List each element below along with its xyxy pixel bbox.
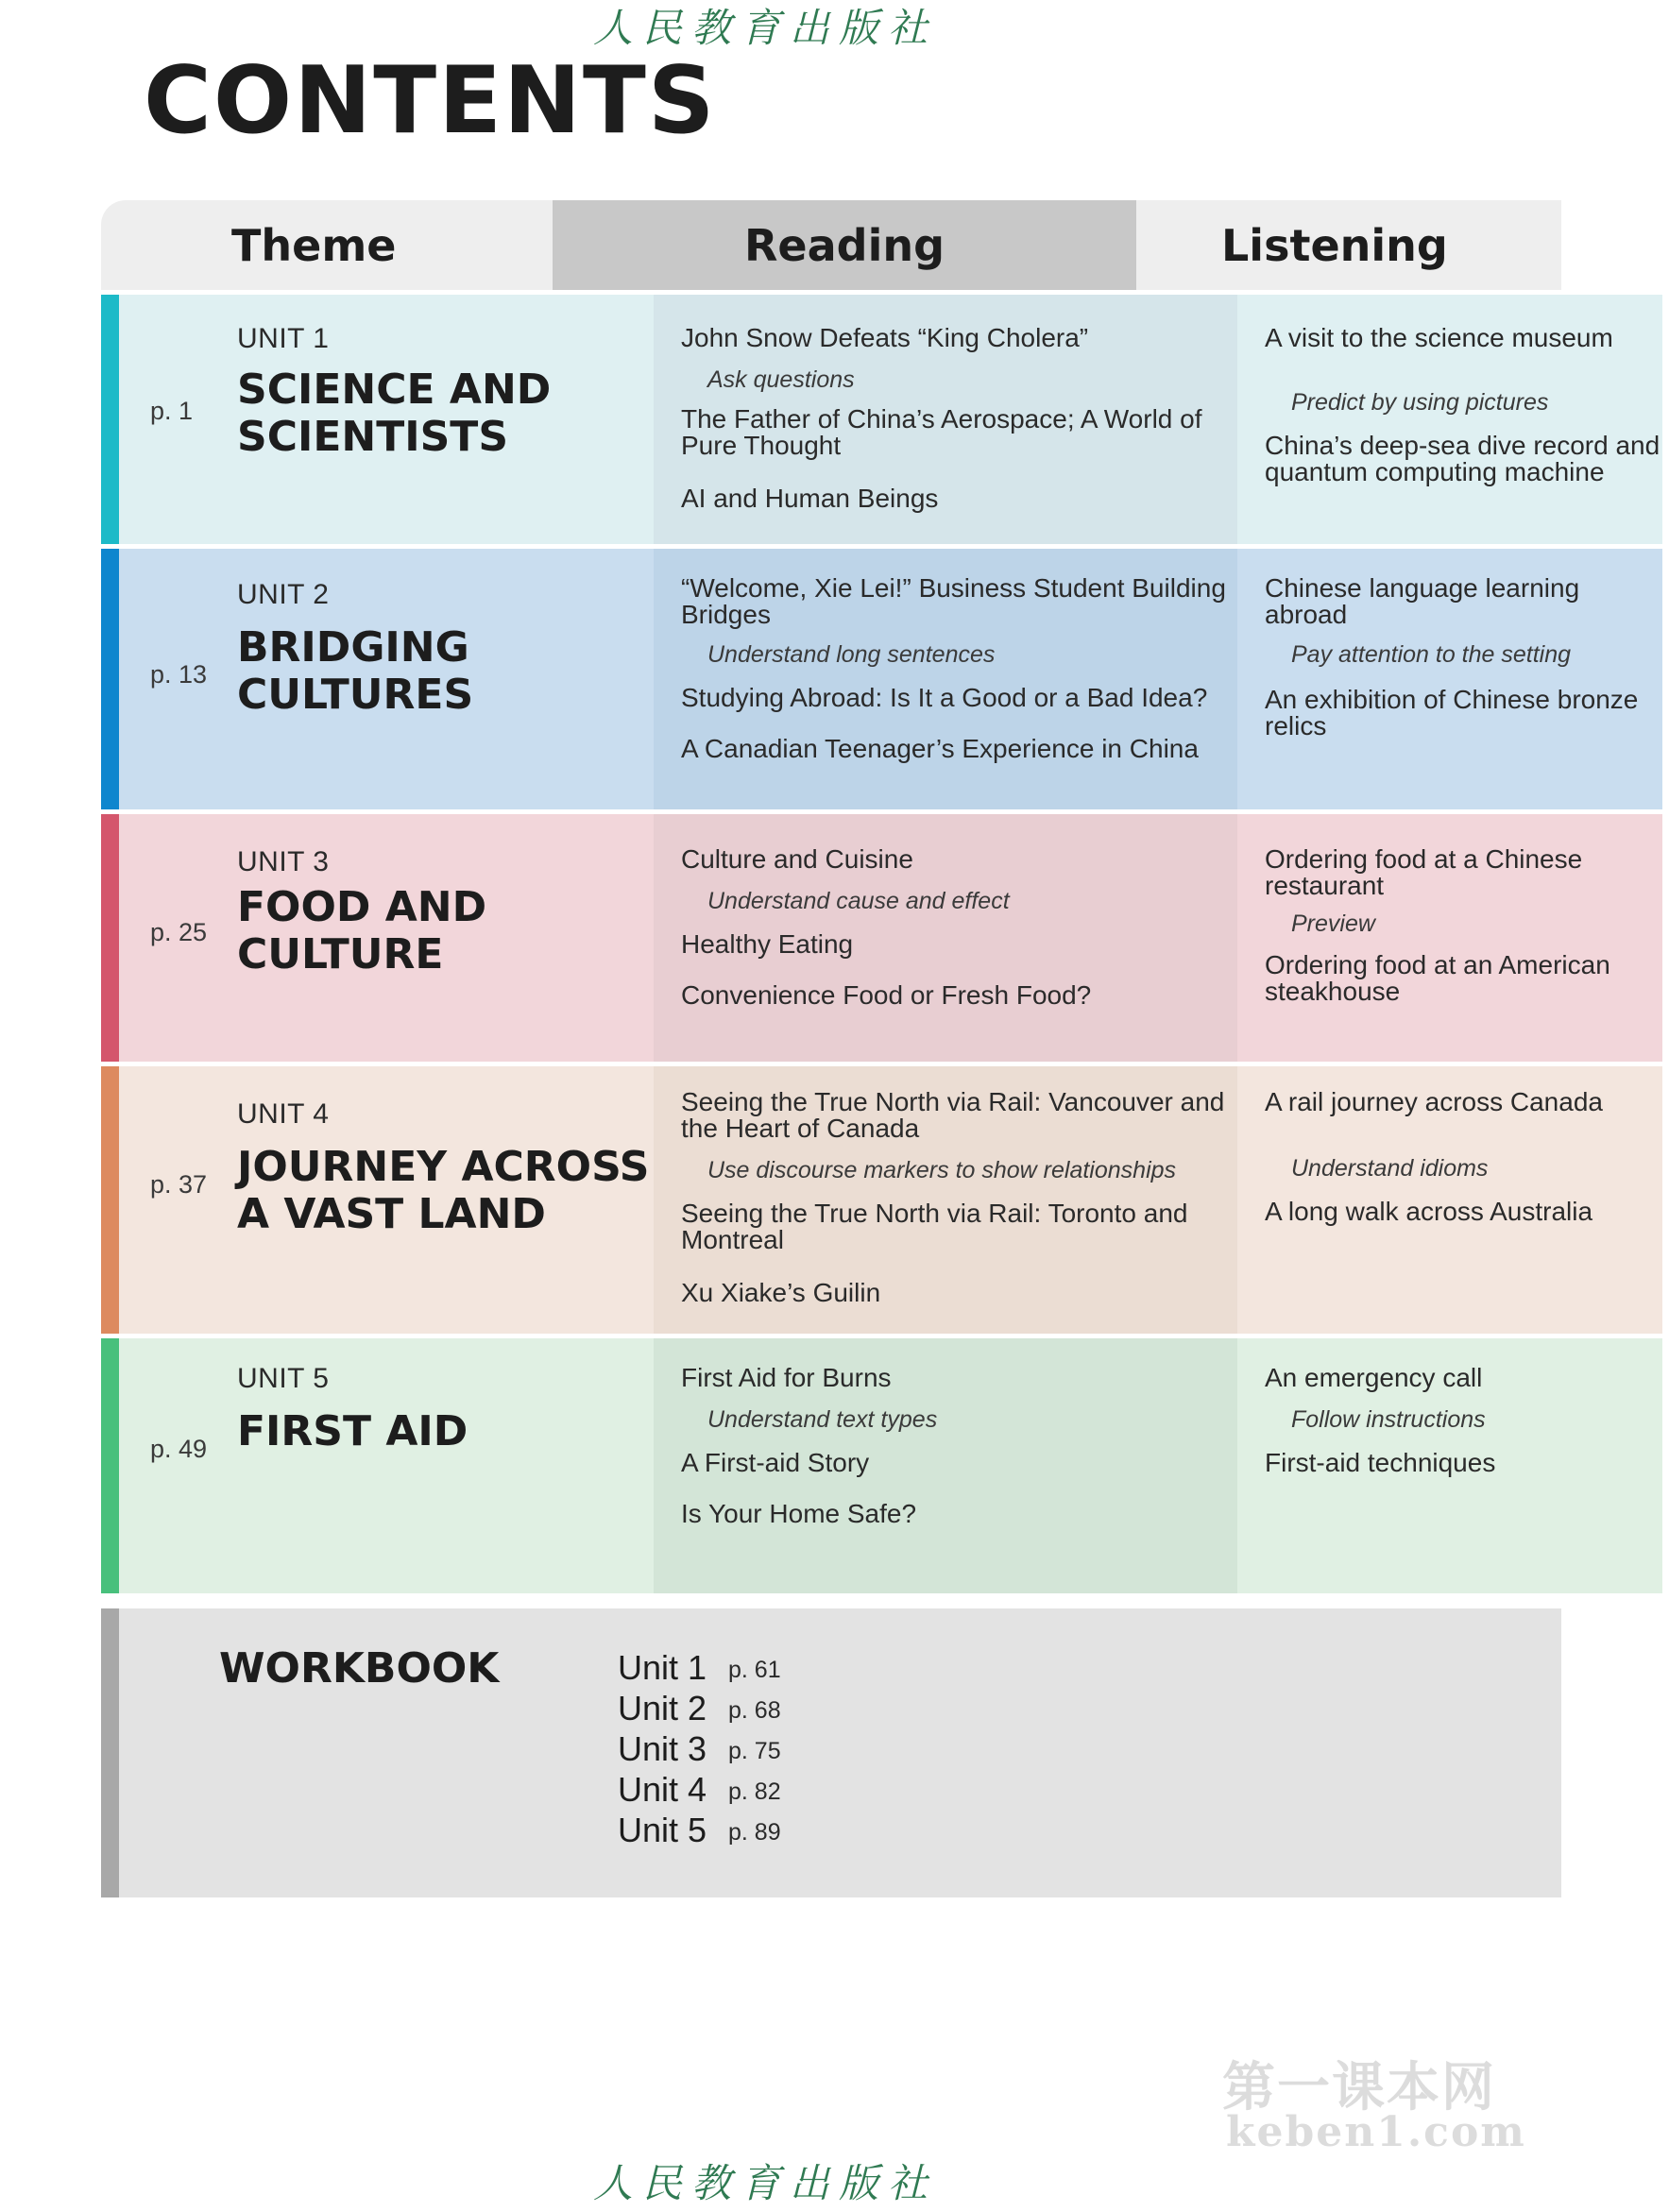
unit-1-listening-item-1[interactable]: A visit to the science museum <box>1265 323 1613 352</box>
unit-5-listening-item-1[interactable]: An emergency call <box>1265 1363 1483 1392</box>
unit-2-color-bar <box>101 549 119 809</box>
publisher-seal-top: 人民教育出版社 <box>593 5 938 51</box>
workbook-title: WORKBOOK <box>219 1644 500 1693</box>
unit-row-3 <box>101 814 1610 1062</box>
publisher-seal-bottom: 人民教育出版社 <box>593 2160 938 2206</box>
unit-2-page: p. 13 <box>150 660 208 689</box>
workbook-unit-1-page: p. 61 <box>728 1657 781 1683</box>
unit-3-reading-item-1[interactable]: Culture and Cuisine <box>681 844 913 874</box>
unit-1-listening-item-2[interactable]: China’s deep-sea dive record and quantum computing machine <box>1265 431 1660 486</box>
header-reading <box>553 200 1136 290</box>
unit-row-2 <box>101 549 1639 809</box>
unit-1-page: p. 1 <box>150 397 194 425</box>
unit-4-color-bar <box>101 1066 119 1334</box>
unit-5-theme-cell <box>119 1338 654 1593</box>
unit-1-label: UNIT 1 <box>237 323 330 354</box>
unit-5-page: p. 49 <box>150 1435 208 1463</box>
unit-5-label: UNIT 5 <box>237 1363 330 1394</box>
unit-4-page: p. 37 <box>150 1170 208 1199</box>
unit-5-reading-item-3[interactable]: Is Your Home Safe? <box>681 1499 917 1528</box>
unit-4-listening-strategy: Understand idioms <box>1291 1155 1489 1182</box>
unit-2-listening-cell <box>1237 549 1662 809</box>
unit-3-label: UNIT 3 <box>237 846 330 877</box>
unit-5-reading-item-2[interactable]: A First-aid Story <box>681 1448 870 1477</box>
watermark-url: keben1.com <box>1226 2108 1526 2156</box>
unit-2-reading-strategy: Understand long sentences <box>707 641 996 668</box>
header-theme <box>101 200 553 290</box>
unit-2-reading-item-2[interactable]: Studying Abroad: Is It a Good or a Bad Idea? <box>681 683 1208 712</box>
workbook-unit-2-page: p. 68 <box>728 1697 781 1724</box>
unit-5-title: FIRST AID <box>237 1407 468 1455</box>
unit-1-reading-item-1[interactable]: John Snow Defeats “King Cholera” <box>681 323 1089 352</box>
unit-4-reading-item-2[interactable]: Seeing the True North via Rail: Toronto and Montreal <box>681 1199 1188 1254</box>
unit-3-listening-item-1[interactable]: Ordering food at a Chinese restaurant <box>1265 844 1583 900</box>
unit-3-page: p. 25 <box>150 918 208 946</box>
unit-4-label: UNIT 4 <box>237 1098 330 1130</box>
page-title: CONTENTS <box>144 47 717 155</box>
unit-3-listening-item-2[interactable]: Ordering food at an American steakhouse <box>1265 950 1610 1006</box>
unit-1-color-bar <box>101 295 119 544</box>
workbook-unit-4-page: p. 82 <box>728 1778 781 1805</box>
unit-5-reading-cell <box>654 1338 1237 1593</box>
unit-3-reading-strategy: Understand cause and effect <box>707 888 1010 914</box>
unit-5-listening-strategy: Follow instructions <box>1291 1406 1486 1433</box>
unit-3-reading-cell <box>654 814 1237 1062</box>
unit-1-reading-item-3[interactable]: AI and Human Beings <box>681 484 939 513</box>
unit-5-color-bar <box>101 1338 119 1593</box>
watermark-chinese: 第一课本网 <box>1222 2057 1496 2118</box>
header-listening-label: Listening <box>1221 219 1448 271</box>
unit-row-5 <box>101 1338 1561 1593</box>
unit-5-reading-item-1[interactable]: First Aid for Burns <box>681 1363 892 1392</box>
workbook-color-bar <box>101 1608 119 1897</box>
unit-1-reading-strategy: Ask questions <box>707 366 855 393</box>
workbook-unit-5-page: p. 89 <box>728 1819 781 1846</box>
unit-5-listening-cell <box>1237 1338 1662 1593</box>
unit-1-reading-cell <box>654 295 1237 544</box>
unit-3-theme-cell <box>119 814 654 1062</box>
unit-5-reading-strategy: Understand text types <box>707 1406 938 1433</box>
unit-4-reading-cell <box>654 1066 1237 1334</box>
unit-1-listening-cell <box>1237 295 1662 544</box>
unit-2-reading-item-3[interactable]: A Canadian Teenager’s Experience in China <box>681 734 1199 763</box>
workbook-unit-2[interactable]: Unit 2 <box>618 1689 707 1727</box>
workbook-unit-3[interactable]: Unit 3 <box>618 1729 707 1768</box>
unit-4-theme-cell <box>119 1066 654 1334</box>
workbook-unit-5[interactable]: Unit 5 <box>618 1811 707 1849</box>
unit-row-4 <box>101 1066 1603 1334</box>
unit-2-reading-cell <box>654 549 1237 809</box>
unit-2-theme-cell <box>119 549 654 809</box>
workbook-unit-4[interactable]: Unit 4 <box>618 1770 707 1809</box>
unit-3-listening-cell <box>1237 814 1662 1062</box>
unit-1-theme-cell <box>119 295 654 544</box>
unit-2-label: UNIT 2 <box>237 579 330 610</box>
unit-1-listening-strategy: Predict by using pictures <box>1291 389 1549 416</box>
unit-4-listening-item-1[interactable]: A rail journey across Canada <box>1265 1087 1603 1116</box>
unit-3-color-bar <box>101 814 119 1062</box>
workbook-section <box>101 1608 1561 1897</box>
workbook-unit-3-page: p. 75 <box>728 1738 781 1764</box>
unit-1-title: SCIENCE AND SCIENTISTS <box>237 366 552 461</box>
header-reading-label: Reading <box>743 219 945 271</box>
unit-2-listening-item-1[interactable]: Chinese language learning abroad <box>1265 573 1580 629</box>
unit-1-reading-item-2[interactable]: The Father of China’s Aerospace; A World of Pure Thought <box>681 404 1202 460</box>
unit-4-reading-strategy: Use discourse markers to show relationships <box>707 1157 1177 1183</box>
unit-2-listening-item-2[interactable]: An exhibition of Chinese bronze relics <box>1265 685 1639 740</box>
unit-2-reading-item-1[interactable]: “Welcome, Xie Lei!” Business Student Building Bridges <box>681 573 1226 629</box>
unit-3-listening-strategy: Preview <box>1291 910 1375 937</box>
unit-row-1 <box>101 295 1660 544</box>
header-listening <box>1136 200 1561 290</box>
workbook-unit-1[interactable]: Unit 1 <box>618 1648 707 1687</box>
unit-4-reading-item-1[interactable]: Seeing the True North via Rail: Vancouver and the Heart of Canada <box>681 1087 1225 1143</box>
unit-4-listening-item-2[interactable]: A long walk across Australia <box>1265 1197 1593 1226</box>
header-theme-label: Theme <box>231 219 397 271</box>
unit-3-title: FOOD AND CULTURE <box>237 883 487 978</box>
unit-4-title: JOURNEY ACROSS A VAST LAND <box>237 1143 650 1238</box>
unit-4-listening-cell <box>1237 1066 1662 1334</box>
unit-4-reading-item-3[interactable]: Xu Xiake’s Guilin <box>681 1278 881 1307</box>
unit-5-listening-item-2[interactable]: First-aid techniques <box>1265 1448 1496 1477</box>
unit-3-reading-item-2[interactable]: Healthy Eating <box>681 929 854 959</box>
unit-3-reading-item-3[interactable]: Convenience Food or Fresh Food? <box>681 980 1092 1010</box>
unit-2-title: BRIDGING CULTURES <box>237 623 474 719</box>
unit-2-listening-strategy: Pay attention to the setting <box>1291 641 1572 668</box>
